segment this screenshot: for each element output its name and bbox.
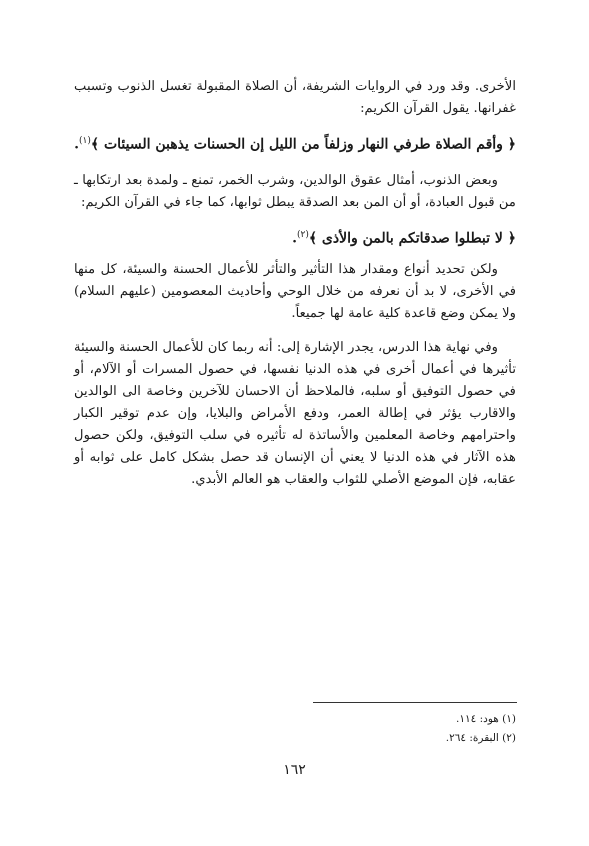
verse-1-text: ﴿ وأقم الصلاة طرفي النهار وزلفاً من الليل إن الحسنات يذهبن السيئات ﴾ — [90, 136, 516, 153]
footnote-marker-1: (١) — [79, 136, 91, 146]
paragraph-4: وفي نهاية هذا الدرس، يجدر الإشارة إلى: أنه ربما كان للأعمال الحسنة والسيئة تأثيرها في أعمال أخرى في هذه الدنيا نفسها، في حصول المسرات أو الآلام، أو في حصول التوفيق أو سلبه، فالملاحظ أن الاحسان للآخرين وخاصة الى الوالدين والاقارب يؤثر في إطالة العمر، ودفع الأمراض والبلايا، وإن عدم توقير الكبار واحترامهم وخاصة المعلمين والأساتذة له تأثيره في سلب التوفيق، ولكن حصول هذه الآثار في هذه الدنيا لا يعني أن الإنسان قد حصل بشكل كامل على ثوابه أو عقابه، فإن الموضع الأصلي للثواب والعقاب هو العالم الأبدي. — [74, 340, 516, 488]
quran-verse-2: ﴿ لا تبطلوا صدقاتكم بالمن والأذى ﴾$^{(٢)}$. — [292, 229, 516, 247]
verse-2-text: ﴿ لا تبطلوا صدقاتكم بالمن والأذى ﴾ — [308, 230, 516, 247]
quran-verse-1: ﴿ وأقم الصلاة طرفي النهار وزلفاً من الليل إن الحسنات يذهبن السيئات ﴾$^{(١)}$. — [74, 136, 516, 153]
page-number: ١٦٢ — [283, 762, 306, 778]
main-text-block — [74, 76, 516, 491]
footnote-divider — [313, 702, 517, 703]
footnote-marker-2: (٢) — [296, 229, 309, 240]
paragraph-3: ولكن تحديد أنواع ومقدار هذا التأثير والتأثر للأعمال الحسنة والسيئة، كل منها في الأخرى، لا بد أن نعرفه من خلال الوحي وأحاديث المعصومين (عليهم السلام) ولا يمكن وضع قاعدة كلية عامة لها جميعاً. — [74, 262, 516, 322]
footnote-2: (٢) البقرة: ٢٦٤. — [445, 732, 516, 744]
footnotes-block — [250, 710, 516, 748]
paragraph-1: الأخرى. وقد ورد في الروايات الشريفة، أن الصلاة المقبولة تغسل الذنوب وتسبب غفرانها. يقول القرآن الكريم: — [74, 79, 516, 116]
footnote-1: (١) هود: ١١٤. — [456, 713, 516, 725]
paragraph-2: وبعض الذنوب، أمثال عقوق الوالدين، وشرب الخمر، تمنع ـ ولمدة بعد ارتكابها ـ من قبول العبادة، أو أن المن بعد الصدقة يبطل ثوابها، كما جاء في القرآن الكريم: — [74, 172, 516, 210]
